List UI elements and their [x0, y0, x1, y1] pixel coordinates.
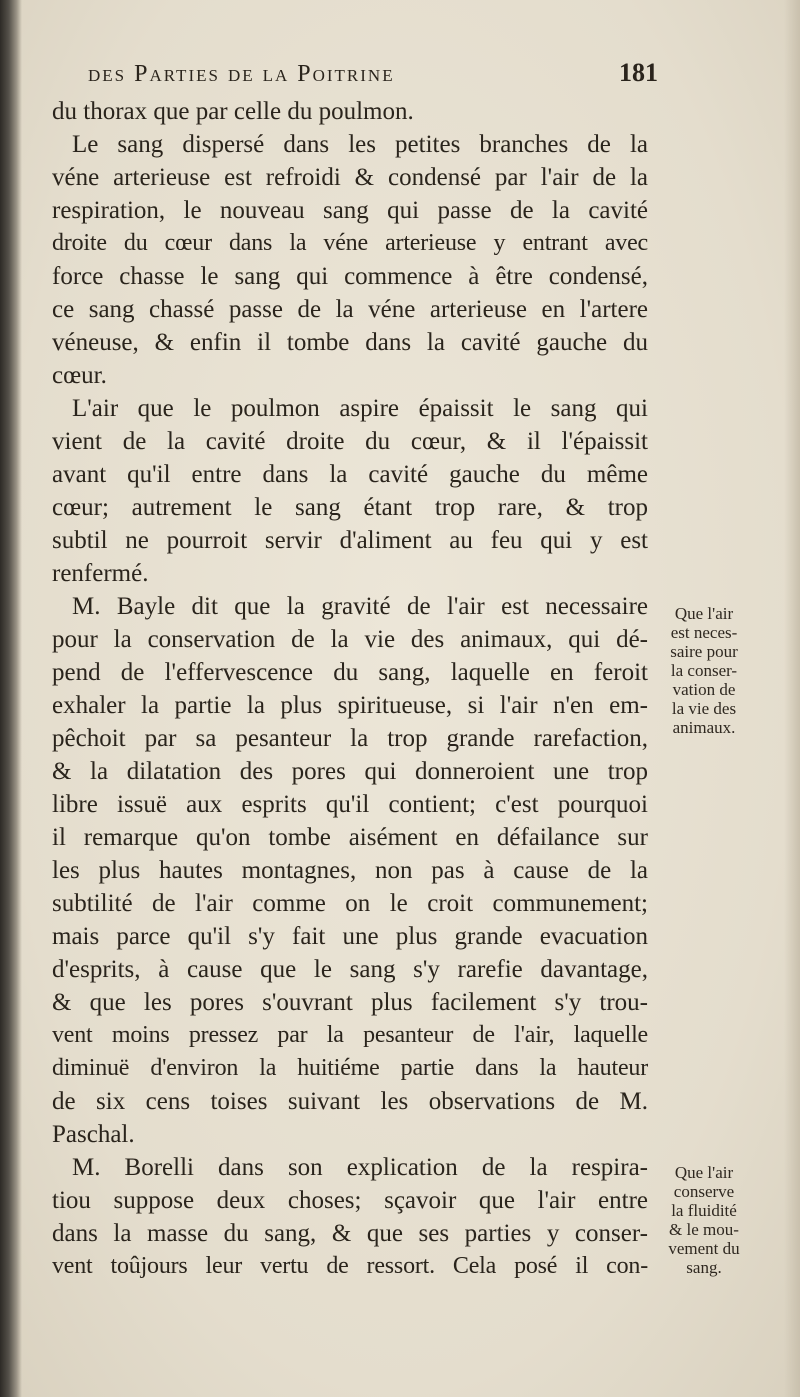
- running-title: des Parties de la Poitrine: [88, 61, 395, 87]
- margin-note-line: & le mou-: [669, 1220, 739, 1239]
- text-line: vent toûjours leur vertu de ressort. Cela posé il con-: [52, 1253, 648, 1279]
- margin-note-line: vement du: [668, 1239, 740, 1258]
- text-line: véneuse, & enfin il tombe dans la cavité gauche du: [52, 329, 648, 356]
- page-header: [88, 58, 658, 92]
- text-line: pour la conservation de la vie des animaux, qui dé-: [52, 626, 648, 653]
- text-line: subtil ne pourroit servir d'aliment au feu qui y est: [52, 527, 648, 554]
- text-line: force chasse le sang qui commence à être condensé,: [52, 263, 648, 290]
- text-line: Le sang dispersé dans les petites branches de la: [72, 131, 648, 158]
- text-line: M. Bayle dit que la gravité de l'air est necessaire: [72, 593, 648, 620]
- text-line: L'air que le poulmon aspire épaissit le sang qui: [72, 395, 648, 422]
- text-line: & que les pores s'ouvrant plus facilement s'y trou-: [52, 989, 648, 1016]
- text-line: exhaler la partie la plus spiritueuse, si l'air n'en em-: [52, 692, 648, 719]
- margin-note-line: conserve: [673, 1182, 735, 1201]
- text-line: mais parce qu'il s'y fait une plus grande evacuation: [52, 923, 648, 950]
- text-line: pêchoit par sa pesanteur la trop grande rarefaction,: [52, 725, 648, 752]
- text-line: dans la masse du sang, & que ses parties y conser-: [52, 1220, 648, 1247]
- margin-note-air-necessity: [648, 604, 760, 737]
- margin-note-line: animaux.: [672, 718, 736, 737]
- text-line: vent moins pressez par la pesanteur de l'air, laquelle: [52, 1022, 648, 1048]
- margin-note-line: Que l'air: [674, 1163, 734, 1182]
- text-line: droite du cœur dans la véne arterieuse y entrant avec: [52, 230, 648, 256]
- margin-note-line: Que l'air: [674, 604, 734, 623]
- text-line: pend de l'effervescence du sang, laquelle en feroit: [52, 659, 648, 686]
- text-line: du thorax que par celle du poulmon.: [52, 98, 414, 125]
- text-line: diminuë d'environ la huitiéme partie dans la hauteur: [52, 1055, 648, 1081]
- margin-note-blood-fluidity: [648, 1163, 760, 1277]
- text-line: vient de la cavité droite du cœur, & il l'épaissit: [52, 428, 648, 455]
- margin-note-line: sang.: [686, 1258, 722, 1277]
- text-line: libre issuë aux esprits qu'il contient; c'est pourquoi: [52, 791, 648, 818]
- text-line: subtilité de l'air comme on le croit communement;: [52, 890, 648, 917]
- margin-note-line: la conser-: [670, 661, 738, 680]
- text-line: renfermé.: [52, 560, 149, 587]
- margin-note-line: la fluidité: [671, 1201, 737, 1220]
- text-line: de six cens toises suivant les observations de M.: [52, 1088, 648, 1115]
- page-edge: [784, 0, 800, 1397]
- margin-note-line: saire pour: [670, 642, 738, 661]
- text-line: d'esprits, à cause que le sang s'y rarefie davantage,: [52, 956, 648, 983]
- text-line: M. Borelli dans son explication de la respira-: [72, 1154, 648, 1181]
- text-line: cœur.: [52, 362, 107, 389]
- text-line: les plus hautes montagnes, non pas à cause de la: [52, 857, 648, 884]
- page-binding-shadow: [0, 0, 22, 1397]
- page-number: 181: [619, 58, 658, 87]
- margin-note-line: la vie des: [671, 699, 737, 718]
- text-line: cœur; autrement le sang étant trop rare, & trop: [52, 494, 648, 521]
- text-line: il remarque qu'on tombe aisément en défailance sur: [52, 824, 648, 851]
- text-line: ce sang chassé passe de la véne arterieuse en l'artere: [52, 296, 648, 323]
- body-text: [52, 95, 648, 1283]
- text-line: véne arterieuse est refroidi & condensé par l'air de la: [52, 164, 648, 191]
- margin-note-line: est neces-: [670, 623, 738, 642]
- margin-note-line: vation de: [672, 680, 736, 699]
- text-line: tiou suppose deux choses; sçavoir que l'air entre: [52, 1187, 648, 1214]
- text-line: Paschal.: [52, 1121, 135, 1148]
- text-line: & la dilatation des pores qui donneroient une trop: [52, 758, 648, 785]
- text-line: avant qu'il entre dans la cavité gauche du même: [52, 461, 648, 488]
- text-line: respiration, le nouveau sang qui passe de la cavité: [52, 197, 648, 224]
